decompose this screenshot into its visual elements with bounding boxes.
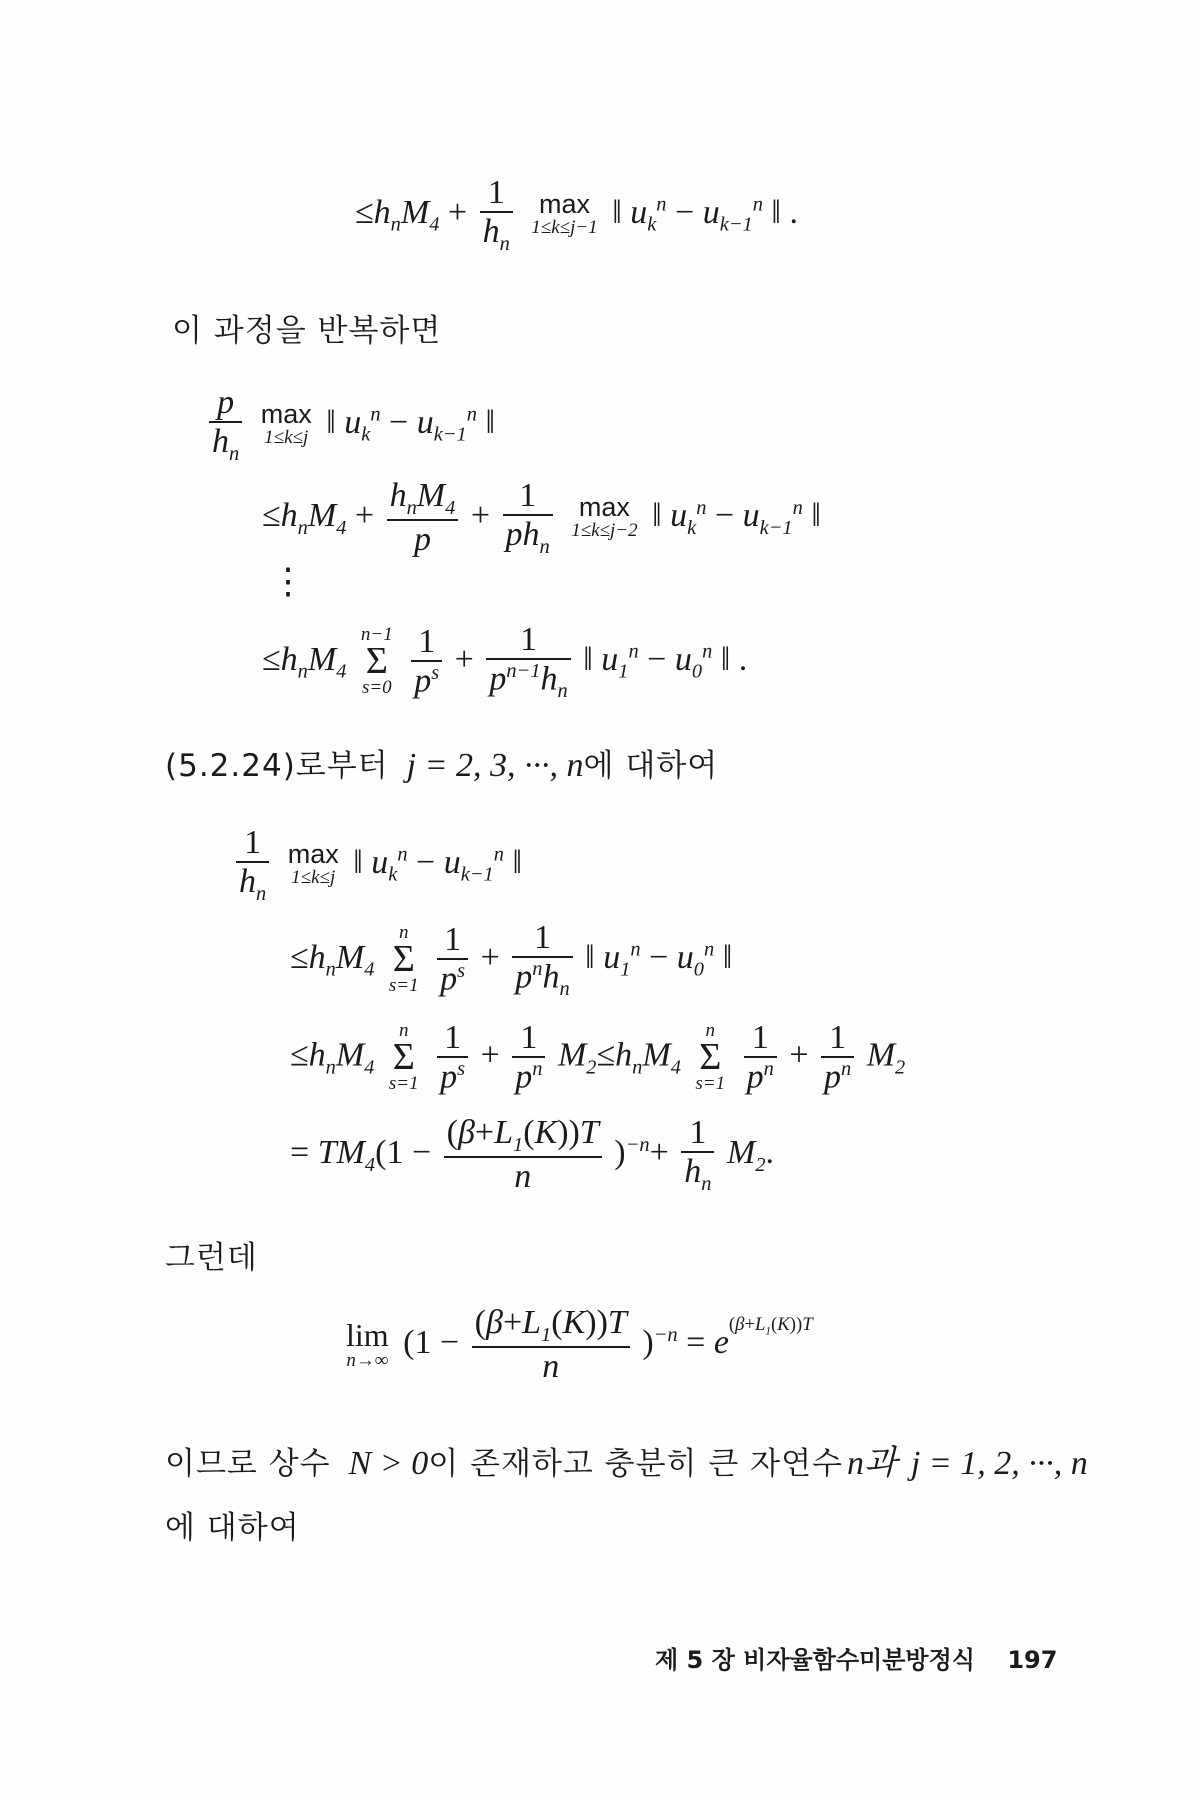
equation-line-7: $\le h_nM_4$ n Σ s=1 $\frac{1}{p^s}$ + $\frac{1}{p^n}$ $M_2\le h_nM_4$ n Σ s=1 $\frac{1}{p^n}$ + $\frac{1}{p^n}$ $M_2$	[290, 1019, 906, 1096]
page-footer	[655, 1640, 1057, 1675]
equation-line-2: $\frac{p}{h_n}$ max 1≤k≤j ‖ $u_k^n - u_{k-1}^n$ ‖	[205, 385, 495, 465]
equation-line-4: $\le h_nM_4$ n−1 Σ s=0 $\frac{1}{p^s}$ + $\frac{1}{p^{n-1}h_n}$ ‖ $u_1^n - u_0^n$ ‖ .	[262, 621, 748, 702]
max-operator: max	[538, 189, 590, 220]
chapter-title: 제 5 장 비자율함수미분방정식	[655, 1646, 975, 1674]
equation-limit: lim n→∞ (1 − $\frac{(\beta+L_1(K))T}{n}$ )$^{-n} = e^{(\beta+L_1(K))T}$	[346, 1304, 813, 1386]
text-for-each: 에 대하여	[165, 1510, 300, 1546]
equation-line-3: $\le h_nM_4$ + $\frac{h_nM_4}{p}$ + $\frac{1}{ph_n}$ max 1≤k≤j−2 ‖ $u_k^n - u_{k-1}^n$ ‖	[262, 477, 821, 559]
text-from-equation: (5.2.24)로부터 j = 2, 3, ···, n에 대하여	[165, 747, 719, 784]
page-number: 197	[1007, 1646, 1058, 1674]
text-repeat-process: 이 과정을 반복하면	[172, 313, 442, 349]
text-therefore: 이므로 상수 N > 0이 존재하고 충분히 큰 자연수 n과 j = 1, 2, ···, n	[165, 1445, 1088, 1482]
equation-line-8: = $TM_4(1$ − $\frac{(\beta+L_1(K))T}{n}$ )$^{-n}$+ $\frac{1}{h_n}$ $M_2$.	[290, 1114, 775, 1196]
equation-line-5: $\frac{1}{h_n}$ max 1≤k≤j ‖ $u_k^n - u_{k-1}^n$ ‖	[232, 825, 522, 905]
equation-line-1: $\le h_nM_4$ + $\frac{1}{h_n}$ max 1≤k≤j−1 ‖ $u_k^n - u_{k-1}^n$ ‖ .	[355, 174, 798, 255]
text-however: 그런데	[165, 1240, 258, 1276]
equation-line-6: $\le h_nM_4$ n Σ s=1 $\frac{1}{p^s}$ + $\frac{1}{p^nh_n}$ ‖ $u_1^n - u_0^n$ ‖	[290, 919, 733, 1000]
vertical-dots: ⋮	[270, 561, 306, 601]
